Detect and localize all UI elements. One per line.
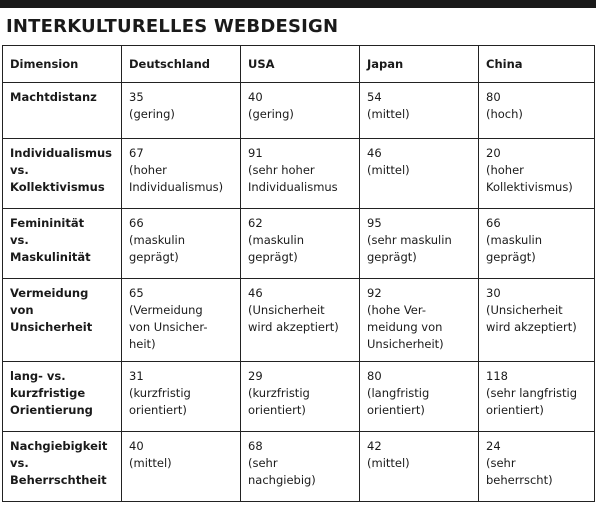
dimension-cell: Femininität vs. Maskulinität	[3, 209, 122, 279]
table-row	[3, 209, 595, 279]
value-cell-china: 80 (hoch)	[479, 83, 595, 139]
dimension-cell: Machtdistanz	[3, 83, 122, 139]
value-cell-china: 20 (hoher Kollektivismus)	[479, 139, 595, 209]
comparison-table	[2, 45, 595, 502]
value-cell-china: 118 (sehr langfristig orientiert)	[479, 362, 595, 432]
table-row	[3, 432, 595, 502]
dimension-cell: lang- vs. kurzfristige Orientierung	[3, 362, 122, 432]
value-cell-deutschland: 67 (hoher Individualismus)	[122, 139, 241, 209]
value-cell-deutschland: 66 (maskulin geprägt)	[122, 209, 241, 279]
column-header-usa: USA	[241, 46, 360, 83]
value-cell-japan: 80 (langfristig orientiert)	[360, 362, 479, 432]
dimension-cell: Individualismus vs. Kollektivismus	[3, 139, 122, 209]
column-header-deutschland: Deutschland	[122, 46, 241, 83]
value-cell-china: 30 (Unsicherheit wird akzeptiert)	[479, 279, 595, 362]
value-cell-japan: 95 (sehr maskulin geprägt)	[360, 209, 479, 279]
value-cell-usa: 40 (gering)	[241, 83, 360, 139]
value-cell-japan: 42 (mittel)	[360, 432, 479, 502]
value-cell-deutschland: 31 (kurzfristig orientiert)	[122, 362, 241, 432]
value-cell-usa: 62 (maskulin geprägt)	[241, 209, 360, 279]
page-title: INTERKULTURELLES WEBDESIGN	[6, 16, 339, 37]
top-bar	[0, 0, 596, 8]
value-cell-deutschland: 35 (gering)	[122, 83, 241, 139]
value-cell-usa: 91 (sehr hoher Individualismus	[241, 139, 360, 209]
dimension-cell: Vermeidung von Unsicherheit	[3, 279, 122, 362]
value-cell-japan: 46 (mittel)	[360, 139, 479, 209]
column-header-dimension: Dimension	[3, 46, 122, 83]
value-cell-china: 66 (maskulin geprägt)	[479, 209, 595, 279]
value-cell-deutschland: 40 (mittel)	[122, 432, 241, 502]
table-row	[3, 139, 595, 209]
value-cell-usa: 29 (kurzfristig orientiert)	[241, 362, 360, 432]
table-header-row	[3, 46, 595, 83]
value-cell-japan: 54 (mittel)	[360, 83, 479, 139]
dimension-cell: Nachgiebigkeit vs. Beherrschtheit	[3, 432, 122, 502]
value-cell-deutschland: 65 (Vermeidung von Unsicher- heit)	[122, 279, 241, 362]
value-cell-usa: 68 (sehr nachgiebig)	[241, 432, 360, 502]
value-cell-usa: 46 (Unsicherheit wird akzeptiert)	[241, 279, 360, 362]
value-cell-japan: 92 (hohe Ver- meidung von Unsicherheit)	[360, 279, 479, 362]
table-row	[3, 279, 595, 362]
table-row	[3, 83, 595, 139]
column-header-china: China	[479, 46, 595, 83]
value-cell-china: 24 (sehr beherrscht)	[479, 432, 595, 502]
table-row	[3, 362, 595, 432]
column-header-japan: Japan	[360, 46, 479, 83]
